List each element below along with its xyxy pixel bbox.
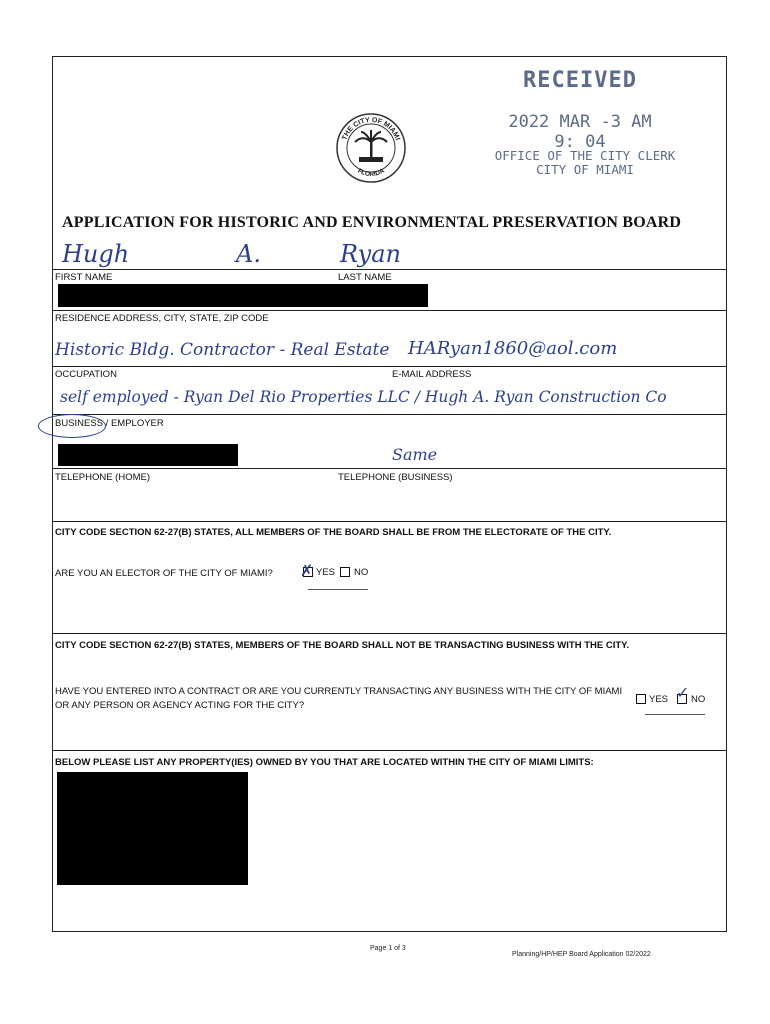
business-question-line2: OR ANY PERSON OR AGENCY ACTING FOR THE CITY? [55,700,305,711]
elector-section-heading: CITY CODE SECTION 62-27(B) STATES, ALL MEMBERS OF THE BOARD SHALL BE FROM THE ELECTORATE OF THE CITY. [55,527,612,538]
clerk-office-line1: OFFICE OF THE CITY CLERK [494,148,676,163]
business-telephone-label: TELEPHONE (BUSINESS) [338,472,453,483]
business-no-check-mark: ✓ [676,683,690,702]
elector-yes-label: YES [316,567,336,578]
received-date-stamp: 2022 MAR -3 AM 9: 04 [508,112,652,152]
divider [52,310,727,311]
business-section-heading: CITY CODE SECTION 62-27(B) STATES, MEMBERS OF THE BOARD SHALL NOT BE TRANSACTING BUSINESS WITH THE CITY. [55,640,630,651]
section-divider [52,750,727,751]
form-identifier: Planning/HP/HEP Board Application 02/2022 [512,951,651,958]
business-employer-value[interactable]: self employed - Ryan Del Rio Properties LLC / Hugh A. Ryan Construction Co [60,388,667,406]
first-name-label: FIRST NAME [55,272,113,283]
business-employer-label: BUSINESS / EMPLOYER [55,418,164,429]
divider [52,366,727,367]
seal-text-top: THE CITY OF MIAMI [341,116,401,142]
property-section-heading: BELOW PLEASE LIST ANY PROPERTY(IES) OWNED BY YOU THAT ARE LOCATED WITHIN THE CITY OF MIAMI LIMITS: [55,757,594,768]
business-question-line1: HAVE YOU ENTERED INTO A CONTRACT OR ARE YOU CURRENTLY TRANSACTING ANY BUSINESS WITH THE CITY OF MIAMI [55,686,623,697]
clerk-office-line2: CITY OF MIAMI [536,162,634,177]
occupation-value[interactable]: Historic Bldg. Contractor - Real Estate [55,340,390,360]
property-list-redaction [57,772,248,885]
elector-question: ARE YOU AN ELECTOR OF THE CITY OF MIAMI? [55,568,273,579]
home-telephone-redaction [58,444,238,466]
email-label: E-MAIL ADDRESS [392,369,472,380]
business-yes-label: YES [649,694,669,705]
elector-no-label: NO [354,567,369,578]
business-telephone-value[interactable]: Same [392,445,438,464]
email-value[interactable]: HARyan1860@aol.com [408,338,618,359]
section-divider [52,633,727,634]
initial-line [645,714,705,715]
middle-initial-value[interactable]: A. [236,240,261,268]
divider [52,269,727,270]
business-yes-checkbox[interactable] [636,694,646,704]
occupation-label: OCCUPATION [55,369,117,380]
divider [52,414,727,415]
received-stamp: RECEIVED [523,68,637,93]
home-telephone-label: TELEPHONE (HOME) [55,472,151,483]
elector-yes-check-mark: ✗ [300,561,314,580]
initial-line [308,589,368,590]
seal-text-bottom: FLORIDA [356,167,386,179]
clerk-office-stamp [490,149,680,177]
form-title: APPLICATION FOR HISTORIC AND ENVIRONMENTAL PRESERVATION BOARD [62,214,682,231]
last-name-label: LAST NAME [338,272,392,283]
svg-text:FLORIDA [356,167,386,178]
page-number: Page 1 of 3 [370,945,406,952]
section-divider [52,521,727,522]
last-name-value[interactable]: Ryan [340,240,401,268]
residence-address-label: RESIDENCE ADDRESS, CITY, STATE, ZIP CODE [55,313,269,324]
city-of-miami-seal-icon [335,112,407,184]
business-no-label: NO [691,694,706,705]
elector-no-checkbox[interactable] [340,567,350,577]
residence-address-redaction [58,284,428,307]
first-name-value[interactable]: Hugh [62,240,130,268]
divider [52,468,727,469]
